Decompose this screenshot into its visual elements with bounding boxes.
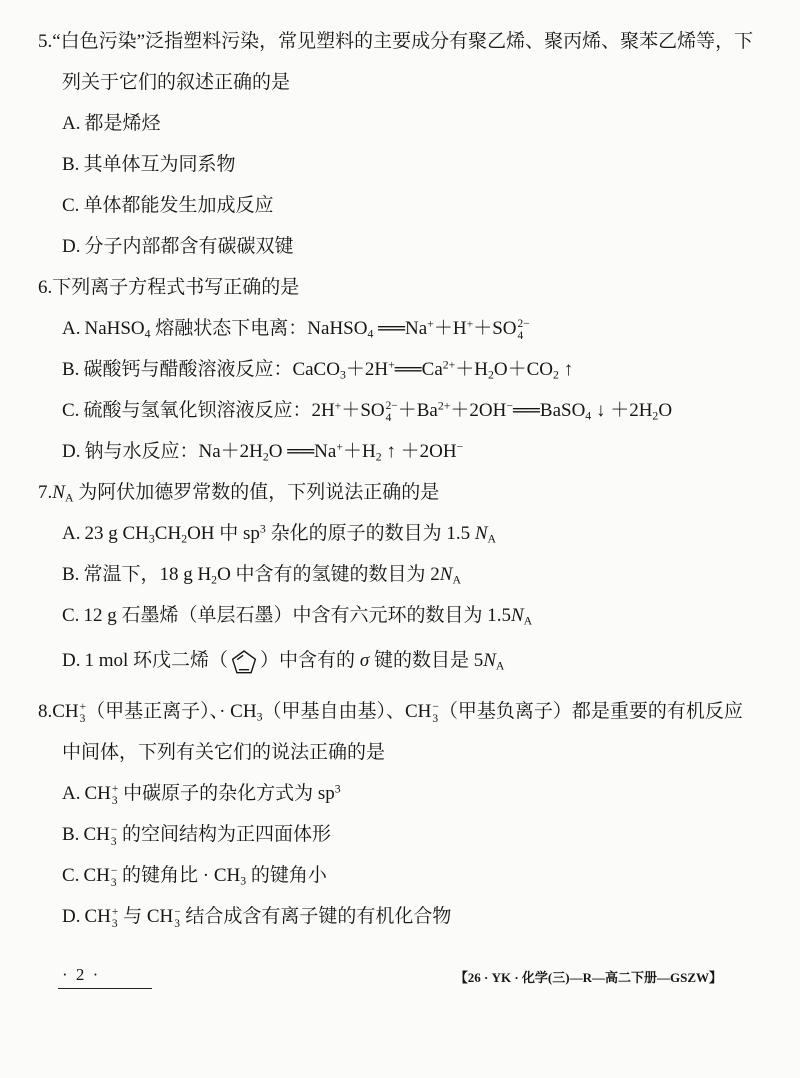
subscript: 3: [110, 877, 117, 890]
superscript: −: [174, 906, 181, 919]
questions-list: [0, 21, 800, 937]
superscript: 2+: [437, 399, 451, 413]
superscript: 2−: [385, 400, 398, 413]
text-run: 列关于它们的叙述正确的是: [62, 72, 291, 93]
text-run: 的键角比 · CH: [117, 865, 241, 886]
question-stem-line: [38, 472, 790, 513]
question-7: [0, 472, 800, 685]
text-run: ＋Ba: [397, 400, 438, 421]
superscript: +: [427, 317, 434, 331]
text-run: 分子内部都含有碳碳双键: [84, 236, 294, 257]
option-label: D.: [62, 906, 81, 927]
option-label: B.: [62, 154, 80, 175]
option-c: [62, 595, 790, 636]
text-run: 的键角小: [246, 865, 327, 886]
text-run: 结合成含有离子键的有机化合物: [180, 906, 452, 927]
subscript: 3: [111, 795, 118, 808]
text-run: 钠与水反应：Na＋2H: [84, 441, 263, 462]
option-label: A.: [62, 113, 81, 134]
subscript: 2: [553, 368, 559, 382]
text-run: CH: [84, 783, 111, 804]
text-run: CH: [83, 865, 110, 886]
italic-symbol: N: [474, 523, 488, 544]
paper-code: 【26 · YK · 化学(三)—R—高二下册—GSZW】: [454, 970, 722, 985]
text-run: 都是烯烃: [84, 113, 161, 134]
text-run: ↑ ＋2OH: [381, 441, 457, 462]
option-b: [62, 814, 790, 855]
subscript: 4: [367, 327, 374, 341]
subscript: 2: [488, 368, 494, 382]
subscript: 2: [181, 532, 188, 546]
text-run: ══BaSO: [512, 400, 586, 421]
italic-symbol: N: [510, 605, 524, 626]
italic-symbol: σ: [359, 650, 370, 671]
text-run: O: [658, 400, 673, 421]
subscript: 2: [211, 573, 218, 587]
text-run: O＋CO: [493, 359, 554, 380]
option-label: B.: [62, 824, 80, 845]
superscript: −: [506, 399, 513, 413]
italic-symbol: N: [52, 482, 65, 503]
option-c: [62, 855, 790, 896]
text-run: 熔融状态下电离：NaHSO: [150, 318, 368, 339]
text-run: 其单体互为同系物: [83, 154, 236, 175]
charge-script: [386, 401, 398, 425]
superscript: +: [388, 358, 395, 372]
option-label: C.: [62, 865, 80, 886]
text-run: 的空间结构为正四面体形: [117, 824, 332, 845]
text-run: 中间体，下列有关它们的说法正确的是: [62, 742, 386, 763]
cyclopentadiene-structure-icon: [228, 647, 260, 677]
option-label: D.: [62, 236, 81, 257]
text-run: ）中含有的: [260, 650, 360, 671]
question-stem-line: [38, 691, 790, 732]
option-a: [62, 773, 790, 814]
subscript: 4: [144, 327, 151, 341]
text-run: 8.CH: [38, 701, 79, 722]
text-run: （甲基负离子）都是重要的有机反应: [438, 701, 743, 722]
subscript: A: [523, 614, 533, 628]
question-5: [0, 21, 800, 267]
option-label: D.: [62, 441, 81, 462]
charge-script: [518, 319, 530, 343]
option-label: A.: [62, 783, 81, 804]
question-stem-line: [62, 732, 790, 773]
text-run: 硫酸与氢氧化钡溶液反应：2H: [83, 400, 335, 421]
option-b: [62, 349, 790, 390]
text-run: CH: [84, 906, 111, 927]
text-run: ＋H: [342, 441, 376, 462]
subscript: 3: [111, 918, 118, 931]
question-stem-line: [38, 267, 790, 308]
text-run: 6.下列离子方程式书写正确的是: [38, 277, 300, 298]
text-run: ＋H: [433, 318, 467, 339]
superscript: 2−: [517, 318, 530, 331]
text-run: ＋H: [455, 359, 489, 380]
superscript: −: [110, 865, 118, 878]
subscript: 3: [256, 710, 263, 724]
option-b: [62, 144, 790, 185]
subscript: A: [487, 532, 497, 546]
superscript: 3: [334, 782, 341, 796]
option-b: [62, 554, 790, 595]
text-run: （甲基自由基）、CH: [262, 701, 432, 722]
subscript: 3: [79, 713, 86, 726]
text-run: 杂化的原子的数目为 1.5: [265, 523, 475, 544]
subscript: 2: [652, 409, 659, 423]
subscript: 2: [375, 450, 382, 464]
question-stem-line: [38, 21, 790, 62]
question-8: [0, 691, 800, 937]
text-run: O ══Na: [268, 441, 337, 462]
text-run: OH 中 sp: [187, 523, 260, 544]
text-run: ↓ ＋2H: [591, 400, 653, 421]
subscript: 3: [432, 713, 439, 726]
superscript: +: [79, 701, 87, 714]
text-run: CH: [154, 523, 182, 544]
subscript: 4: [517, 330, 524, 343]
page-number: · 2 ·: [58, 962, 152, 989]
superscript: −: [456, 440, 464, 454]
text-run: ＋2OH: [450, 400, 507, 421]
text-run: ══Na: [373, 318, 428, 339]
text-run: 中碳原子的杂化方式为 sp: [118, 783, 335, 804]
text-run: 碳酸钙与醋酸溶液反应：CaCO: [83, 359, 340, 380]
superscript: +: [336, 440, 343, 454]
subscript: A: [452, 573, 461, 587]
text-run: 23 g CH: [84, 523, 149, 544]
option-label: C.: [62, 400, 80, 421]
option-d: [62, 636, 790, 685]
text-run: NaHSO: [84, 318, 145, 339]
option-d: [62, 431, 790, 472]
text-run: （甲基正离子）、· CH: [86, 701, 257, 722]
superscript: +: [334, 399, 342, 413]
subscript: 4: [585, 409, 592, 423]
superscript: −: [110, 824, 118, 837]
option-a: [62, 308, 790, 349]
text-run: CH: [83, 824, 110, 845]
subscript: A: [64, 491, 74, 505]
option-d: [62, 896, 790, 937]
text-run: 单体都能发生加成反应: [83, 195, 274, 216]
subscript: 3: [148, 532, 155, 546]
text-run: 5.“白色污染”泛指塑料污染，常见塑料的主要成分有聚乙烯、聚丙烯、聚苯乙烯等，下: [38, 31, 754, 52]
subscript: 3: [240, 874, 247, 888]
text-run: ＋SO: [341, 400, 385, 421]
italic-symbol: N: [483, 650, 496, 671]
text-run: 与 CH: [118, 906, 174, 927]
text-run: ＋SO: [473, 318, 517, 339]
subscript: 2: [262, 450, 269, 464]
text-run: 7.: [38, 482, 53, 503]
text-run: 12 g 石墨烯（单层石墨）中含有六元环的数目为 1.5: [83, 605, 511, 626]
text-run: 键的数目是 5: [369, 650, 484, 671]
option-label: C.: [62, 605, 80, 626]
option-a: [62, 103, 790, 144]
option-label: B.: [62, 359, 80, 380]
question-6: [0, 267, 800, 472]
text-run: ══Ca: [394, 359, 443, 380]
subscript: 3: [174, 918, 180, 931]
italic-symbol: N: [439, 564, 453, 585]
text-run: 1 mol 环戊二烯（: [84, 650, 229, 671]
superscript: +: [111, 783, 119, 796]
option-label: B.: [62, 564, 80, 585]
option-c: [62, 185, 790, 226]
text-run: 为阿伏加德罗常数的值，下列说法正确的是: [73, 482, 440, 503]
option-label: A.: [62, 523, 81, 544]
option-d: [62, 226, 790, 267]
option-label: C.: [62, 195, 80, 216]
text-run: ＋2H: [345, 359, 389, 380]
subscript: A: [495, 659, 505, 673]
option-label: A.: [62, 318, 81, 339]
superscript: −: [432, 701, 439, 714]
superscript: +: [466, 317, 474, 331]
text-run: O 中含有的氢键的数目为 2: [217, 564, 440, 585]
superscript: 3: [259, 522, 266, 536]
text-run: ↑: [558, 359, 574, 380]
option-label: D.: [62, 650, 81, 671]
superscript: 2+: [442, 358, 456, 372]
option-a: [62, 513, 790, 554]
superscript: +: [111, 906, 119, 919]
subscript: 3: [110, 836, 117, 849]
question-stem-line: [62, 62, 790, 103]
subscript: 4: [385, 412, 392, 425]
text-run: 常温下，18 g H: [83, 564, 212, 585]
subscript: 3: [339, 368, 346, 382]
option-c: [62, 390, 790, 431]
